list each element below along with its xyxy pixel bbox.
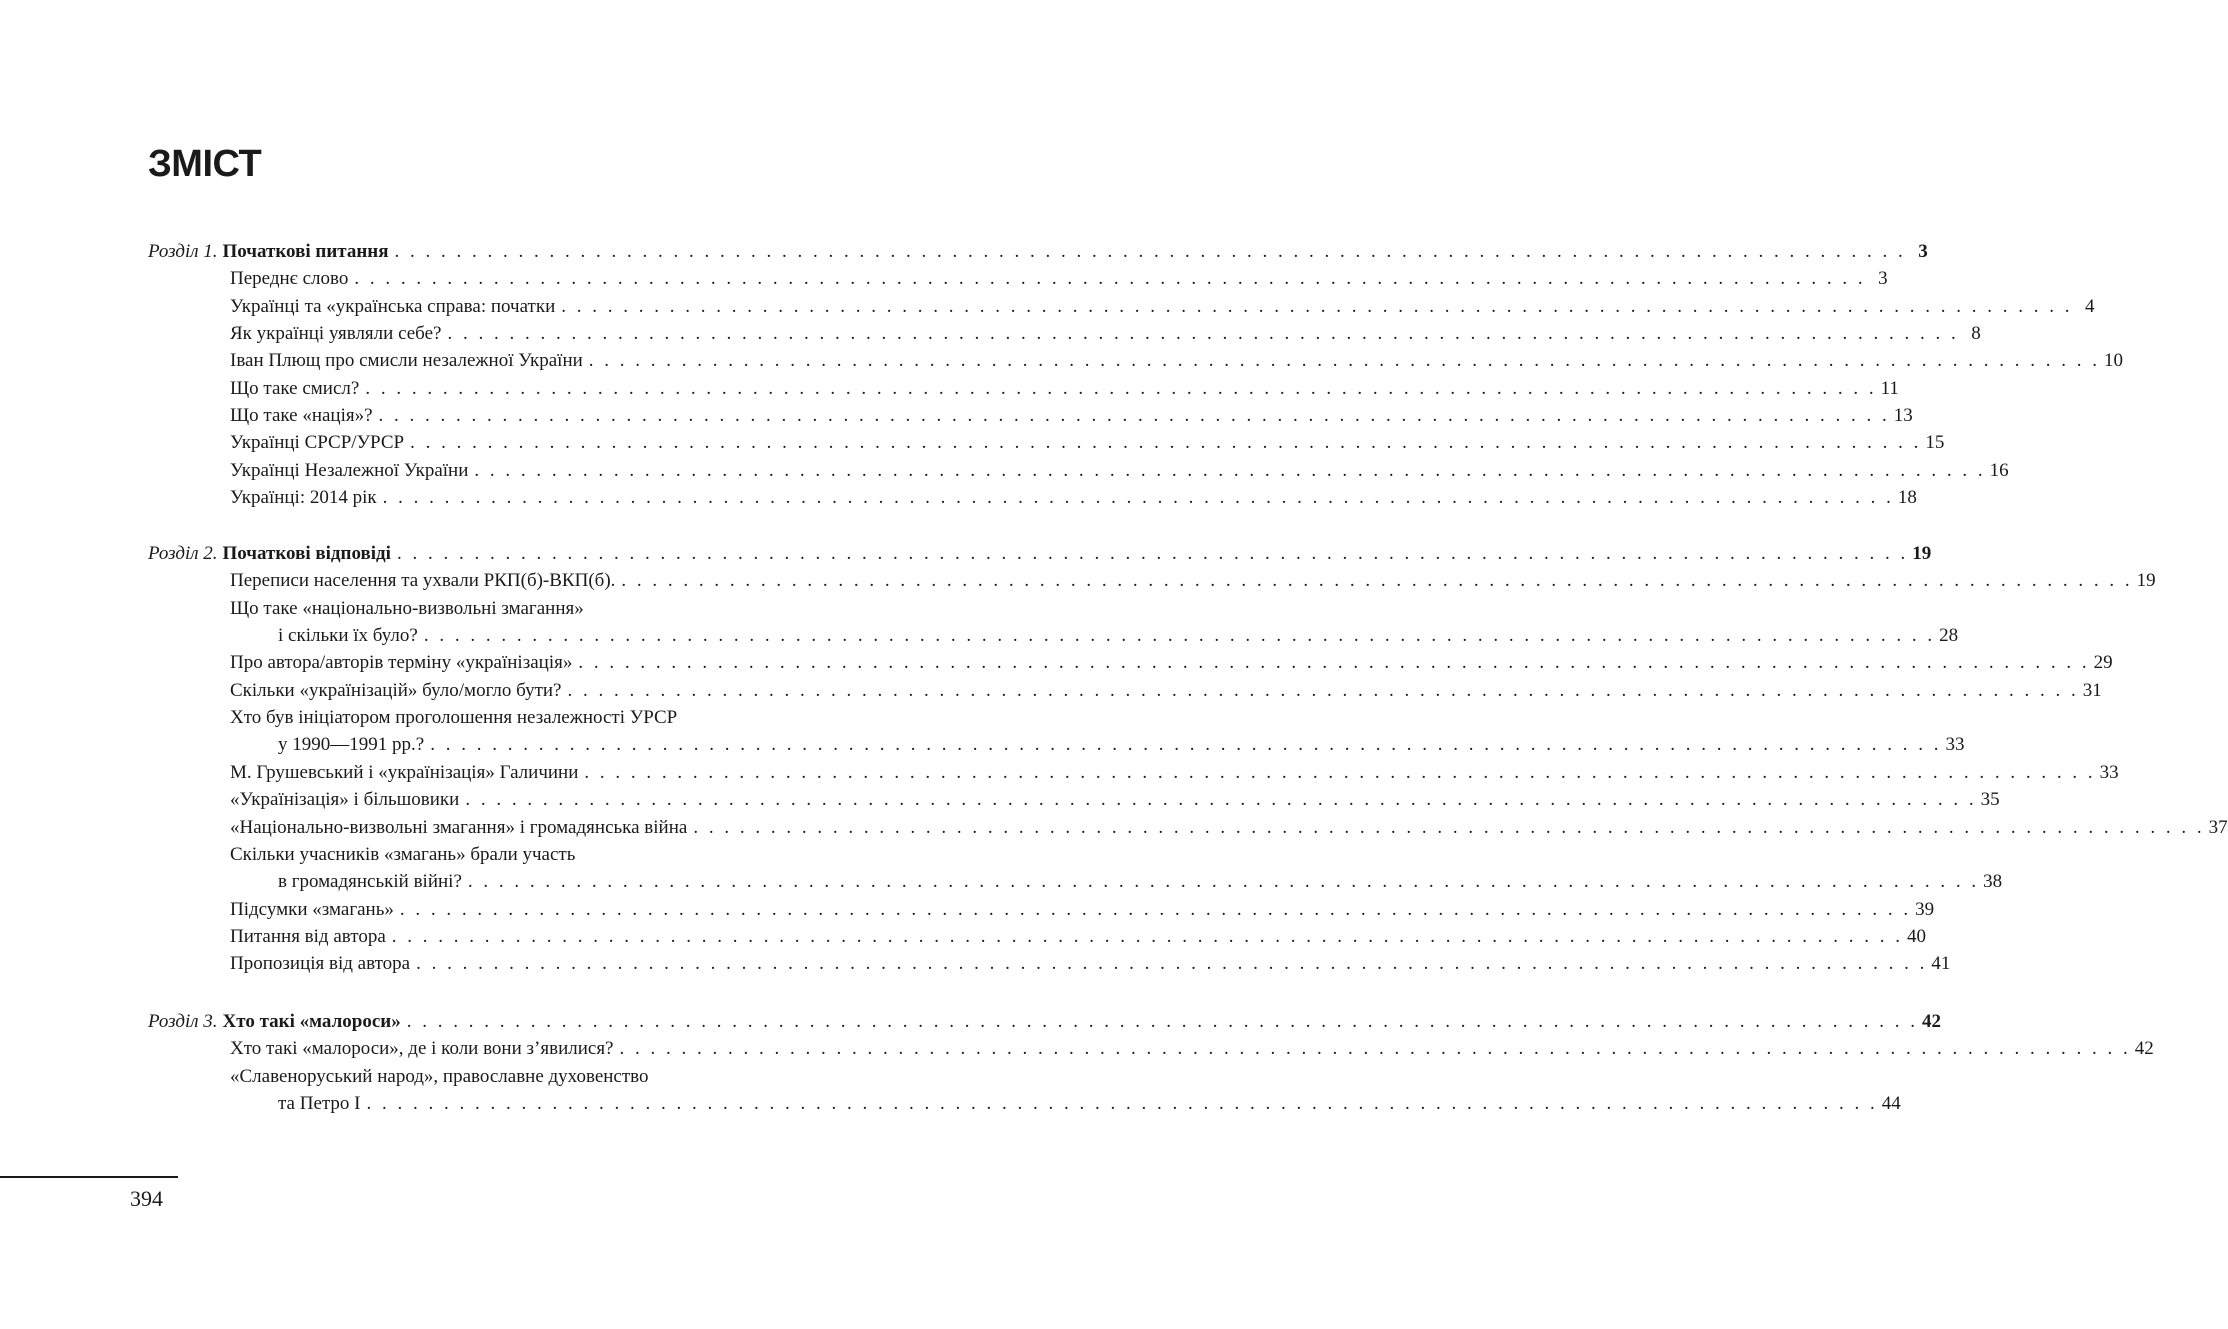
toc-entry[interactable] [230, 923, 1927, 950]
toc-entry[interactable] [278, 1090, 1901, 1117]
entry-page: 18 [1897, 487, 1917, 509]
toc-entry[interactable] [278, 731, 1965, 758]
entry-page: 29 [2093, 652, 2113, 674]
toc-entry[interactable] [230, 375, 1899, 402]
entry-title: Як українці уявляли себе? [230, 323, 442, 345]
dot-leader: . . . . . . . . . . . . . . . . . . . . . . . . . . . . . . . . . . . . . . . . . . . . . . . . . . . . . . . . . . . . . . . . . . . . . . . . . . . . . . . . . . . . . . . . . . . . . . . . . . [621, 570, 2133, 592]
dot-leader: . . . . . . . . . . . . . . . . . . . . . . . . . . . . . . . . . . . . . . . . . . . . . . . . . . . . . . . . . . . . . . . . . . . . . . . . . . . . . . . . . . . . . . . . . . . . . . . . . . [619, 1038, 2131, 1060]
entry-title: Переднє слово [230, 268, 349, 290]
entry-title: Українці СРСР/УРСР [230, 432, 405, 454]
toc-entry[interactable] [230, 677, 2102, 704]
entry-page: 33 [1945, 734, 1965, 756]
entry-page: 3 [1878, 268, 1888, 290]
entry-title: Про автора/авторів терміну «українізація» [230, 652, 573, 674]
entry-title: «Національно-визвольні змагання» і громадянська війна [230, 816, 688, 838]
chapter-label: Розділ 3. [148, 1011, 218, 1032]
entry-page: 31 [2082, 679, 2102, 701]
toc-entry[interactable] [230, 347, 2124, 374]
dot-leader: . . . . . . . . . . . . . . . . . . . . . . . . . . . . . . . . . . . . . . . . . . . . . . . . . . . . . . . . . . . . . . . . . . . . . . . . . . . . . . . . . . . . . . . . . . . . . . . . . . [578, 652, 2090, 674]
chapter-label: Розділ 2. [148, 543, 218, 564]
toc-entry[interactable] [230, 320, 1981, 347]
entry-page: 15 [1925, 432, 1945, 454]
dot-leader: . . . . . . . . . . . . . . . . . . . . . . . . . . . . . . . . . . . . . . . . . . . . . . . . . . . . . . . . . . . . . . . . . . . . . . . . . . . . . . . . . . . . . . . . . . . . . . . . . . [447, 323, 1959, 345]
toc-entry[interactable] [230, 759, 2119, 786]
entry-title: у 1990—1991 рр.? [278, 734, 425, 756]
toc-entry[interactable] [278, 622, 1959, 649]
chapter-page: 42 [1921, 1011, 1941, 1032]
entry-title: Що таке «національно-визвольні змагання» [230, 597, 584, 619]
entry-page: 8 [1971, 323, 1981, 345]
toc-entry-line[interactable] [230, 1063, 649, 1090]
entry-page: 44 [1881, 1093, 1901, 1115]
entry-page: 13 [1893, 405, 1913, 427]
toc-entry[interactable] [278, 868, 2003, 895]
entry-page: 39 [1915, 898, 1935, 920]
dot-leader: . . . . . . . . . . . . . . . . . . . . . . . . . . . . . . . . . . . . . . . . . . . . . . . . . . . . . . . . . . . . . . . . . . . . . . . . . . . . . . . . . . . . . . . . . . . . . . . . . . [365, 377, 1877, 399]
dot-leader: . . . . . . . . . . . . . . . . . . . . . . . . . . . . . . . . . . . . . . . . . . . . . . . . . . . . . . . . . . . . . . . . . . . . . . . . . . . . . . . . . . . . . . . . . . . . . . . . . . [416, 953, 1928, 975]
entry-page: 38 [1983, 871, 2003, 893]
toc-entry[interactable] [230, 402, 1913, 429]
entry-title: Скільки учасників «змагань» брали участь [230, 843, 576, 865]
chapter-title: Початкові питання [222, 241, 389, 262]
toc-entry[interactable] [230, 1035, 2154, 1062]
toc-chapter[interactable] [148, 1008, 1941, 1035]
toc-entry-line[interactable] [230, 841, 575, 868]
entry-title: «Українізація» і більшовики [230, 789, 460, 811]
entry-page: 40 [1907, 925, 1927, 947]
toc-entry[interactable] [230, 950, 1951, 977]
entry-title: в громадянській війні? [278, 871, 462, 893]
toc-chapter[interactable] [148, 540, 1932, 567]
toc-entry[interactable] [230, 457, 2009, 484]
dot-leader: . . . . . . . . . . . . . . . . . . . . . . . . . . . . . . . . . . . . . . . . . . . . . . . . . . . . . . . . . . . . . . . . . . . . . . . . . . . . . . . . . . . . . . . . . . . . . . . . . . [584, 761, 2096, 783]
entry-title: Скільки «українізацій» було/могло бути? [230, 679, 562, 701]
entry-title: Що таке смисл? [230, 377, 360, 399]
entry-title: Пропозиція від автора [230, 953, 411, 975]
dot-leader: . . . . . . . . . . . . . . . . . . . . . . . . . . . . . . . . . . . . . . . . . . . . . . . . . . . . . . . . . . . . . . . . . . . . . . . . . . . . . . . . . . . . . . . . . . . . . . . . . . [474, 459, 1986, 481]
entry-title: Хто такі «малороси», де і коли вони з’явилися? [230, 1038, 614, 1060]
toc-entry[interactable] [230, 896, 1935, 923]
entry-title: Українці та «українська справа: початки [230, 295, 556, 317]
toc-entry[interactable] [230, 265, 1888, 292]
chapter-title: Хто такі «малороси» [222, 1011, 401, 1032]
chapter-page: 3 [1918, 241, 1928, 262]
dot-leader: . . . . . . . . . . . . . . . . . . . . . . . . . . . . . . . . . . . . . . . . . . . . . . . . . . . . . . . . . . . . . . . . . . . . . . . . . . . . . . . . . . . . . . . . . . . . . . . . . . [467, 871, 1980, 893]
entry-page: 4 [2085, 295, 2095, 317]
dot-leader: . . . . . . . . . . . . . . . . . . . . . . . . . . . . . . . . . . . . . . . . . . . . . . . . . . . . . . . . . . . . . . . . . . . . . . . . . . . . . . . . . . . . . . . . . . . . . . . . . . [396, 543, 1909, 564]
dot-leader: . . . . . . . . . . . . . . . . . . . . . . . . . . . . . . . . . . . . . . . . . . . . . . . . . . . . . . . . . . . . . . . . . . . . . . . . . . . . . . . . . . . . . . . . . . . . . . . . . . [465, 789, 1977, 811]
entry-page: 41 [1931, 953, 1951, 975]
chapter-page: 19 [1912, 543, 1932, 564]
entry-page: 11 [1880, 377, 1899, 399]
page-title: ЗМІСТ [148, 143, 262, 185]
dot-leader: . . . . . . . . . . . . . . . . . . . . . . . . . . . . . . . . . . . . . . . . . . . . . . . . . . . . . . . . . . . . . . . . . . . . . . . . . . . . . . . . . . . . . . . . . . . . . . . . . . [693, 816, 2205, 838]
entry-title: та Петро І [278, 1093, 361, 1115]
entry-title: Хто був ініціатором проголошення незалежності УРСР [230, 707, 678, 729]
entry-title: Українці: 2014 рік [230, 487, 377, 509]
entry-title: «Славеноруський народ», православне духовенство [230, 1065, 649, 1087]
toc-entry[interactable] [230, 786, 2000, 813]
dot-leader: . . . . . . . . . . . . . . . . . . . . . . . . . . . . . . . . . . . . . . . . . . . . . . . . . . . . . . . . . . . . . . . . . . . . . . . . . . . . . . . . . . . . . . . . . . . . . . . . . . [430, 734, 1942, 756]
entry-page: 42 [2134, 1038, 2154, 1060]
entry-title: і скільки їх було? [278, 625, 418, 647]
dot-leader: . . . . . . . . . . . . . . . . . . . . . . . . . . . . . . . . . . . . . . . . . . . . . . . . . . . . . . . . . . . . . . . . . . . . . . . . . . . . . . . . . . . . . . . . . . . . . . . . . . [354, 268, 1866, 290]
entry-page: 35 [1980, 789, 2000, 811]
entry-page: 16 [1989, 459, 2009, 481]
toc-entry[interactable] [230, 814, 2228, 841]
dot-leader: . . . . . . . . . . . . . . . . . . . . . . . . . . . . . . . . . . . . . . . . . . . . . . . . . . . . . . . . . . . . . . . . . . . . . . . . . . . . . . . . . . . . . . . . . . . . . . . . . . [410, 432, 1922, 454]
toc-chapter[interactable] [148, 238, 1928, 265]
dot-leader: . . . . . . . . . . . . . . . . . . . . . . . . . . . . . . . . . . . . . . . . . . . . . . . . . . . . . . . . . . . . . . . . . . . . . . . . . . . . . . . . . . . . . . . . . . . . . . . . . . [366, 1093, 1878, 1115]
dot-leader: . . . . . . . . . . . . . . . . . . . . . . . . . . . . . . . . . . . . . . . . . . . . . . . . . . . . . . . . . . . . . . . . . . . . . . . . . . . . . . . . . . . . . . . . . . . . . . . . . . [567, 679, 2079, 701]
toc-entry[interactable] [230, 649, 2113, 676]
page-number: 394 [130, 1186, 163, 1211]
toc-entry[interactable] [230, 567, 2156, 594]
toc-entry-line[interactable] [230, 595, 584, 622]
dot-leader: . . . . . . . . . . . . . . . . . . . . . . . . . . . . . . . . . . . . . . . . . . . . . . . . . . . . . . . . . . . . . . . . . . . . . . . . . . . . . . . . . . . . . . . . . . . . . . . . . . [588, 350, 2101, 372]
entry-title: Що таке «нація»? [230, 405, 373, 427]
entry-page: 37 [2208, 816, 2228, 838]
dot-leader: . . . . . . . . . . . . . . . . . . . . . . . . . . . . . . . . . . . . . . . . . . . . . . . . . . . . . . . . . . . . . . . . . . . . . . . . . . . . . . . . . . . . . . . . . . . . . . . . . . [423, 625, 1936, 647]
footer-rule [0, 1176, 178, 1178]
toc-entry[interactable] [230, 293, 2095, 320]
chapter-title: Початкові відповіді [222, 543, 391, 564]
entry-title: Питання від автора [230, 925, 386, 947]
chapter-label: Розділ 1. [148, 241, 218, 262]
entry-title: Українці Незалежної України [230, 459, 469, 481]
entry-page: 33 [2099, 761, 2119, 783]
toc-entry[interactable] [230, 429, 1945, 456]
entry-page: 10 [2104, 350, 2124, 372]
dot-leader: . . . . . . . . . . . . . . . . . . . . . . . . . . . . . . . . . . . . . . . . . . . . . . . . . . . . . . . . . . . . . . . . . . . . . . . . . . . . . . . . . . . . . . . . . . . . . . . . . . [391, 925, 1904, 947]
toc-entry[interactable] [230, 484, 1917, 511]
entry-title: Підсумки «змагань» [230, 898, 394, 920]
entry-title: М. Грушевський і «українізація» Галичини [230, 761, 579, 783]
dot-leader: . . . . . . . . . . . . . . . . . . . . . . . . . . . . . . . . . . . . . . . . . . . . . . . . . . . . . . . . . . . . . . . . . . . . . . . . . . . . . . . . . . . . . . . . . . . . . . . . . . [378, 405, 1890, 427]
dot-leader: . . . . . . . . . . . . . . . . . . . . . . . . . . . . . . . . . . . . . . . . . . . . . . . . . . . . . . . . . . . . . . . . . . . . . . . . . . . . . . . . . . . . . . . . . . . . . . . . . . [561, 295, 2073, 317]
dot-leader: . . . . . . . . . . . . . . . . . . . . . . . . . . . . . . . . . . . . . . . . . . . . . . . . . . . . . . . . . . . . . . . . . . . . . . . . . . . . . . . . . . . . . . . . . . . . . . . . . . [399, 898, 1912, 920]
entry-title: Іван Плющ про смисли незалежної України [230, 350, 583, 372]
dot-leader: . . . . . . . . . . . . . . . . . . . . . . . . . . . . . . . . . . . . . . . . . . . . . . . . . . . . . . . . . . . . . . . . . . . . . . . . . . . . . . . . . . . . . . . . . . . . . . . . . . [394, 241, 1906, 262]
dot-leader: . . . . . . . . . . . . . . . . . . . . . . . . . . . . . . . . . . . . . . . . . . . . . . . . . . . . . . . . . . . . . . . . . . . . . . . . . . . . . . . . . . . . . . . . . . . . . . . . . . [382, 487, 1894, 509]
toc-entry-line[interactable] [230, 704, 677, 731]
entry-title: Переписи населення та ухвали РКП(б)-ВКП(б). [230, 570, 616, 592]
entry-page: 19 [2136, 570, 2156, 592]
dot-leader: . . . . . . . . . . . . . . . . . . . . . . . . . . . . . . . . . . . . . . . . . . . . . . . . . . . . . . . . . . . . . . . . . . . . . . . . . . . . . . . . . . . . . . . . . . . . . . . . . . [406, 1011, 1918, 1032]
entry-page: 28 [1939, 625, 1959, 647]
